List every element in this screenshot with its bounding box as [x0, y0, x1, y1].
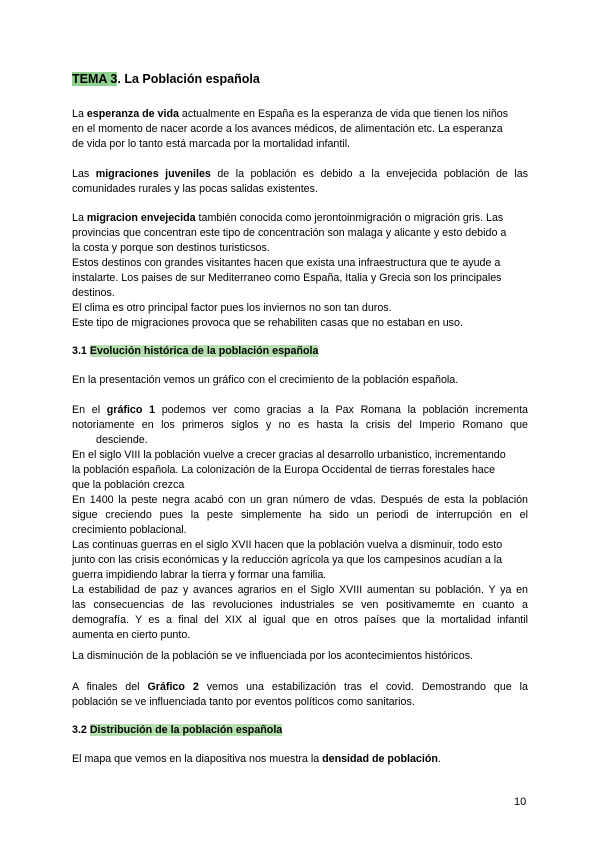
paragraph-grafico-2	[72, 680, 528, 710]
p5-line3: desciende.	[96, 434, 148, 446]
section-heading-3-1	[72, 344, 318, 359]
h31-highlight: Evolución histórica de la población española	[89, 345, 319, 357]
p2-first-line	[72, 167, 528, 182]
p5-line11: junto con las crisis económicas y la reducción agrícola ya que los campesinos acudían a la	[72, 554, 503, 566]
paragraph-migraciones-juveniles	[72, 167, 528, 197]
p3-line6: destinos.	[72, 287, 115, 299]
p5-bold: gráfico 1	[106, 404, 156, 416]
paragraph-esperanza-de-vida	[72, 107, 528, 152]
p8-bold: densidad de población	[322, 753, 438, 765]
p5-line13: La estabilidad de paz y avances agrarios en el Siglo XVIII aumentan su población. Y ya en	[72, 584, 528, 596]
p5-line12: guerra impidiendo labrar la tierra y formar una familia.	[72, 569, 327, 581]
p1-line2: en el momento de nacer acorde a los avances médicos, de alimentación etc. La esperanza	[72, 123, 503, 135]
p1-bold: esperanza de vida	[86, 108, 179, 120]
p1-pre: La	[72, 108, 87, 120]
paragraph-mapa	[72, 752, 528, 767]
title-rest: . La Población española	[117, 72, 260, 86]
p3-pre: La	[72, 212, 87, 224]
p4-text: En la presentación vemos un gráfico con el crecimiento de la población española.	[72, 374, 459, 386]
p8-post: .	[437, 753, 441, 765]
p5-line15: demografía. Y es a final del XIX al igual que en otros países que la mortalidad infantil	[72, 614, 528, 626]
p2-line2: comunidades rurales y las pocas salidas existentes.	[72, 183, 318, 195]
p3-line2: provincias que concentran este tipo de concentración son malaga y alicante y esto debido a	[72, 227, 507, 239]
p5-line1: podemos ver como gracias a la Pax Romana la población incrementa	[155, 404, 528, 416]
p5-line10: Las continuas guerras en el siglo XVII hacen que la población vuelva a disminuir, todo esto	[72, 539, 503, 551]
p5-line2: notoriamente en los primeros siglos y no es hasta la crisis del Imperio Romano que	[72, 419, 528, 431]
p7-line2: población se ve influenciada tanto por eventos políticos como sanitarios.	[72, 696, 415, 708]
p5-line14: las consecuencias de las revoluciones industriales se ven positivamemte en cuanto a	[72, 599, 528, 611]
section-heading-3-2	[72, 723, 282, 738]
p5-line6: que la población crezca	[72, 479, 185, 491]
p5-line16: aumenta en cierto punto.	[72, 629, 191, 641]
p2-pre: Las	[72, 168, 96, 180]
paragraph-presentacion	[72, 373, 528, 388]
p1-line3: de vida por lo tanto está marcada por la mortalidad infantil.	[72, 138, 351, 150]
p3-line5: instalarte. Los paises de sur Mediterraneo como España, Italia y Grecia son los principales	[72, 272, 502, 284]
p5-line5: la población española. La colonización de la Europa Occidental de tierras forestales hace	[72, 464, 496, 476]
h32-number: 3.2	[72, 724, 90, 736]
title-highlight: TEMA 3	[72, 72, 118, 86]
p3-bold: migracion envejecida	[86, 212, 196, 224]
page-title	[72, 71, 260, 87]
paragraph-grafico-1	[72, 403, 528, 643]
p2-line1: de la población es debido a la envejecida población de las	[210, 168, 528, 180]
p7-bold: Gráfico 2	[147, 681, 199, 693]
p3-line1: también conocida como jerontoinmigración o migración gris. Las	[195, 212, 504, 224]
p7-line1: vemos una estabilización tras el covid. Demostrando que la	[198, 681, 528, 693]
p3-line7: El clima es otro principal factor pues los inviernos no son tan duros.	[72, 302, 392, 314]
p3-line8: Este tipo de migraciones provoca que se rehabiliten casas que no estaban en uso.	[72, 317, 463, 329]
page-number: 10	[514, 796, 527, 808]
p5-pre: En el	[72, 404, 107, 416]
p5-line9: crecimiento poblacional.	[72, 524, 187, 536]
p2-bold: migraciones juveniles	[95, 168, 211, 180]
paragraph-disminucion	[72, 649, 528, 664]
p5-line7: En 1400 la peste negra acabó con un gran número de vdas. Después de esta la población	[72, 494, 528, 506]
p5-line4: En el siglo VIII la población vuelve a crecer gracias al desarrollo urbanistico, incrementando	[72, 449, 506, 461]
p5-first-line	[72, 403, 528, 418]
p7-pre: A finales del	[72, 681, 148, 693]
h31-number: 3.1	[72, 345, 90, 357]
p6-text: La disminución de la población se ve influenciada por los acontecimientos históricos.	[72, 650, 474, 662]
p3-line3: la costa y porque son destinos turisticsos.	[72, 242, 270, 254]
p1-line1: actualmente en España es la esperanza de vida que tienen los niños	[178, 108, 509, 120]
p3-line4: Estos destinos con grandes visitantes hacen que exista una infraestructura que te ayude a	[72, 257, 501, 269]
p8-pre: El mapa que vemos en la diapositiva nos muestra la	[72, 753, 323, 765]
p5-line8: sigue creciendo pues la peste simplemente ha sido un periodi de interrupción en el	[72, 509, 528, 521]
h32-highlight: Distribución de la población española	[89, 724, 283, 736]
paragraph-migracion-envejecida	[72, 211, 528, 331]
p7-first-line	[72, 680, 528, 695]
